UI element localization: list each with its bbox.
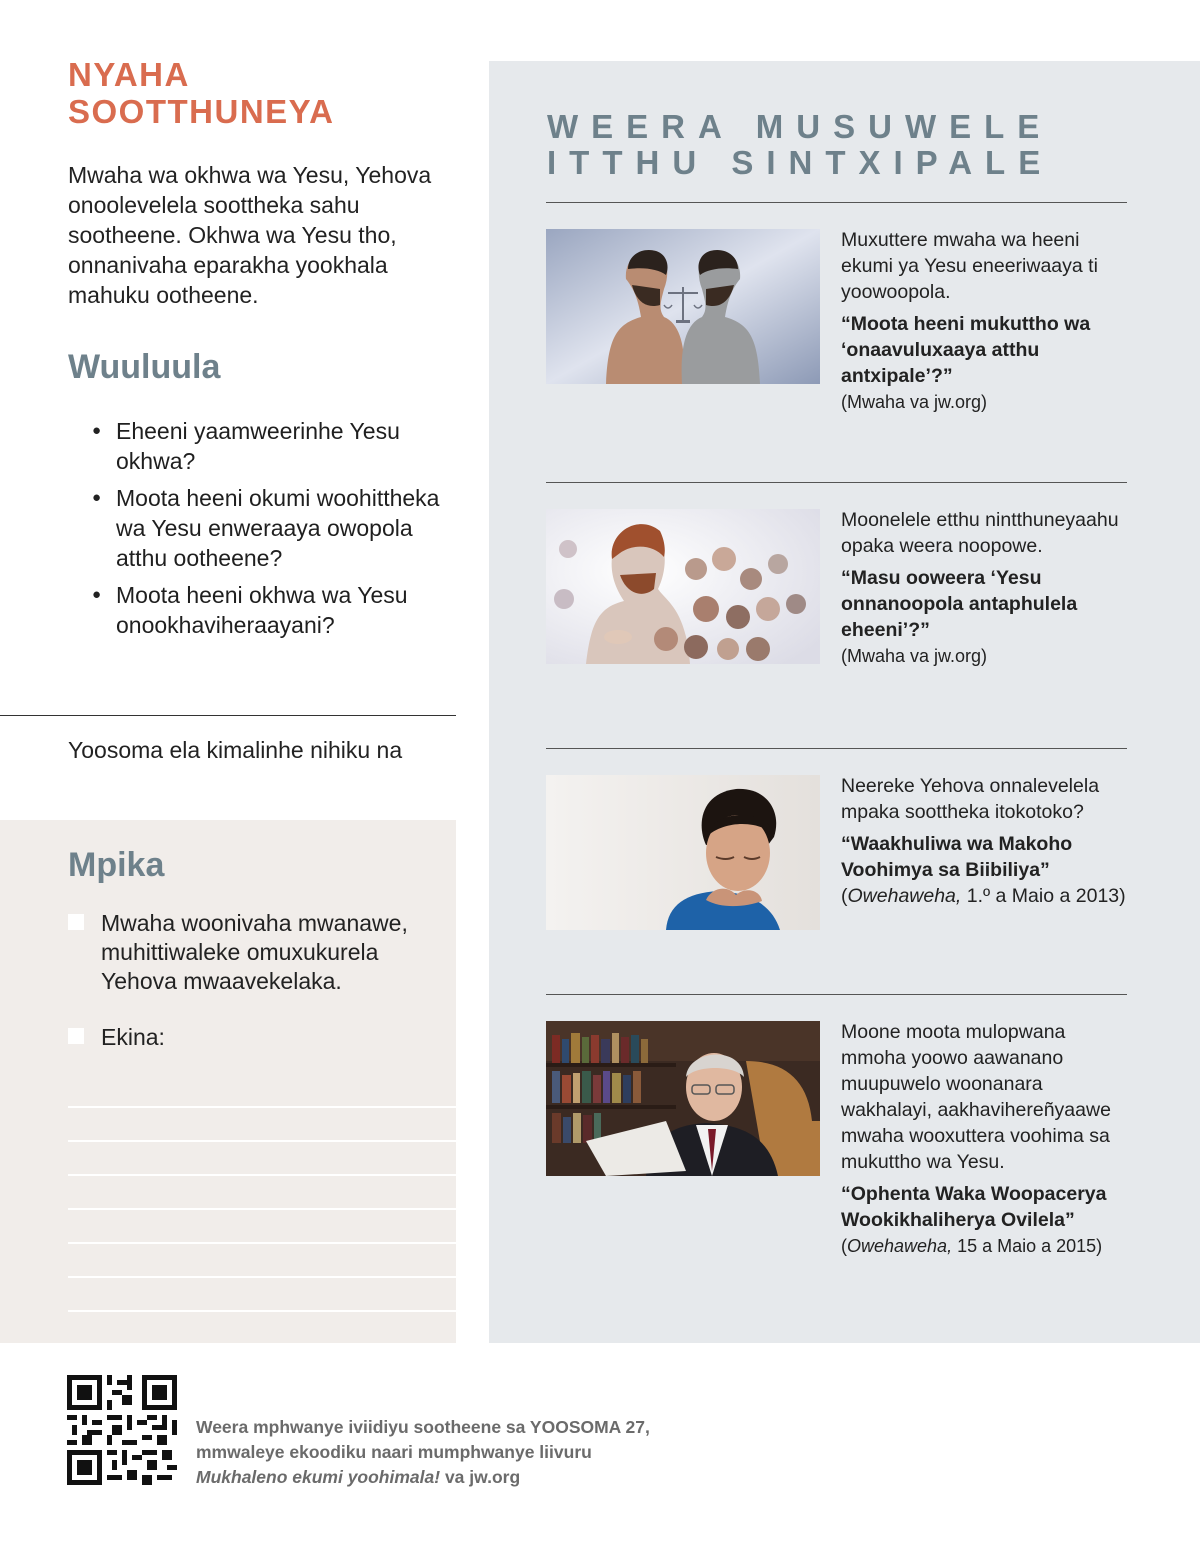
explore-title-line1: WEERA MUSUWELE xyxy=(547,108,1053,145)
writing-line[interactable] xyxy=(68,1142,456,1176)
writing-line[interactable] xyxy=(68,1210,456,1244)
goal-item xyxy=(68,909,428,996)
item-source-open: ( xyxy=(841,1236,847,1256)
ransom-illustration xyxy=(546,229,820,384)
item-source-magazine: Owehaweha, xyxy=(847,885,962,907)
explore-item-forgive xyxy=(546,748,1127,979)
praying-man-photo xyxy=(546,775,820,930)
footer-site-link[interactable]: va jw.org xyxy=(440,1467,521,1487)
summary-title-line1: NYAHA xyxy=(68,56,190,93)
writing-line[interactable] xyxy=(68,1074,456,1108)
item-source-magazine: Owehaweha, xyxy=(847,1236,953,1256)
item-source: (Mwaha va jw.org) xyxy=(841,646,988,666)
writing-lines[interactable] xyxy=(68,1074,456,1312)
goals-box xyxy=(0,820,456,1343)
explore-title-line2: ITTHU SINTXIPALE xyxy=(547,144,1054,181)
goal-other-label: Ekina: xyxy=(101,1024,165,1050)
review-question: ● Moota heeni okhwa wa Yesu onookhaviheraayani? xyxy=(92,580,462,640)
man-reading-photo xyxy=(546,1021,820,1176)
item-reference-link[interactable]: “Moota heeni mukuttho wa ‘onaavuluxaaya atthu antxipale’?” xyxy=(841,313,1091,387)
item-source xyxy=(841,1233,1131,1259)
footer xyxy=(0,1343,1200,1543)
summary-title-line2: SOOTTHUNEYA xyxy=(68,93,335,130)
goals-title: Mpika xyxy=(68,846,165,884)
jesus-people-illustration xyxy=(546,509,820,664)
footer-text xyxy=(196,1415,716,1490)
divider xyxy=(0,715,456,716)
summary-title xyxy=(68,56,448,130)
item-source-open: ( xyxy=(841,885,848,907)
item-intro: Moonelele etthu nintthuneyaahu opaka weera noopowe. xyxy=(841,509,1119,557)
goal-text: Mwaha woonivaha mwanawe, muhittiwaleke omuxukurela Yehova mwaavekelaka. xyxy=(101,910,408,994)
writing-line[interactable] xyxy=(68,1278,456,1312)
goal-checkbox-other[interactable] xyxy=(68,1028,84,1044)
item-source-date: 15 a Maio a 2015) xyxy=(952,1236,1103,1256)
review-questions xyxy=(92,416,462,647)
item-reference-link[interactable]: “Ophenta Waka Woopacerya Wookikhaliherya Ovilela” xyxy=(841,1183,1107,1231)
footer-line3 xyxy=(196,1465,716,1490)
item-source: (Mwaha va jw.org) xyxy=(841,392,988,412)
explore-item-experience xyxy=(546,994,1127,1295)
explore-title xyxy=(547,109,1053,181)
explore-item-text xyxy=(841,227,1131,415)
writing-line[interactable] xyxy=(68,1108,456,1142)
writing-line[interactable] xyxy=(68,1176,456,1210)
item-intro: Neereke Yehova onnalevelela mpaka soottheka itokotoko? xyxy=(841,775,1100,823)
explore-item-text xyxy=(841,1019,1131,1259)
goal-item-other xyxy=(68,1023,428,1052)
explore-item-saves xyxy=(546,482,1127,733)
footer-book-title: Mukhaleno ekumi yoohimala! xyxy=(196,1467,441,1487)
item-reference-link[interactable] xyxy=(841,831,1131,909)
footer-line1: Weera mphwanye iviidiyu sootheene sa YOOSOMA 27, xyxy=(196,1417,650,1437)
explore-panel xyxy=(489,61,1200,1343)
explore-item-text xyxy=(841,773,1131,909)
study-completed-date-label: Yoosoma ela kimalinhe nihiku na xyxy=(68,737,403,763)
item-intro: Muxuttere mwaha wa heeni ekumi ya Yesu eneeriwaaya ti yoowoopola. xyxy=(841,229,1098,303)
summary-text: Mwaha wa okhwa wa Yesu, Yehova onoolevelela soottheka sahu sootheene. Okhwa wa Yesu tho, onnanivaha eparakha yookhala mahuku ootheene. xyxy=(68,162,432,308)
writing-line[interactable] xyxy=(68,1244,456,1278)
item-intro: Moone moota mulopwana mmoha yoowo aawanano muupuwelo woonanara wakhalayi, aakhavihereñyaawe mwaha wooxuttera voohima sa mukuttho wa Yesu. xyxy=(841,1021,1111,1173)
item-source-date: 1.º a Maio a 2013) xyxy=(961,885,1126,907)
explore-item-ransom xyxy=(546,202,1127,453)
review-question: ● Moota heeni okumi woohittheka wa Yesu enweraaya owopola atthu ootheene? xyxy=(92,483,462,573)
item-reference-link[interactable]: “Masu ooweera ‘Yesu onnanoopola antaphulela eheeni’?” xyxy=(841,567,1078,641)
review-question: ● Eheeni yaamweerinhe Yesu okhwa? xyxy=(92,416,462,476)
review-title: Wuuluula xyxy=(68,348,221,386)
goal-checkbox[interactable] xyxy=(68,914,84,930)
explore-item-text xyxy=(841,507,1131,669)
footer-line2: mmwaleye ekoodiku naari mumphwanye liivuru xyxy=(196,1442,592,1462)
qr-code-icon[interactable] xyxy=(67,1375,177,1485)
item-reference-title: “Waakhuliwa wa Makoho Voohimya sa Biibiliya” xyxy=(841,833,1073,881)
